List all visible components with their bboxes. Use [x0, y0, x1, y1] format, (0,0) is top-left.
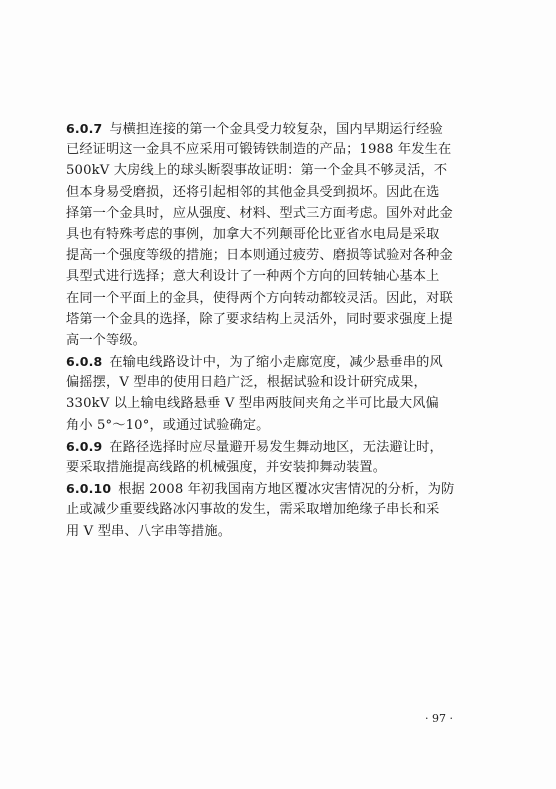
clause-number: 6.0.9: [66, 438, 103, 454]
clause-number: 6.0.10: [66, 481, 112, 497]
text-line: 6.0.9 在路径选择时应尽量避开易发生舞动地区，无法避让时，: [66, 438, 443, 455]
text-line: 提高一个强度等级的措施；日本则通过疲劳、磨损等试验对各种金: [66, 248, 453, 264]
text-line: 塔第一个金具的选择，除了要求结构上灵活外，同时要求强度上提: [66, 311, 453, 327]
text-line: 6.0.8 在输电线路设计中，为了缩小走廊宽度，减少悬垂串的风: [66, 354, 443, 371]
page-number: · 97 ·: [425, 712, 453, 725]
clause-number: 6.0.8: [66, 354, 103, 370]
body-text: [66, 118, 466, 542]
text-line: 择第一个金具时，应从强度、材料、型式三方面考虑。国外对此金: [66, 205, 453, 221]
text-line: 但本身易受磨损，还将引起相邻的其他金具受到损坏。因此在选: [66, 184, 440, 200]
text-line: 要采取措施提高线路的机械强度，并安装抑舞动装置。: [66, 460, 387, 475]
text-line: 具型式进行选择；意大利设计了一种两个方向的回转轴心基本上: [66, 269, 440, 285]
text-line: 330kV 以上输电线路悬垂 V 型串两肢间夹角之半可比最大风偏: [66, 396, 439, 412]
clause-6-0-9: [66, 436, 466, 478]
text-line: 已经证明这一金具不应采用可锻铸铁制造的产品；1988 年发生在: [66, 142, 452, 158]
clause-6-0-8: [66, 351, 466, 436]
text-line: 6.0.10 根据 2008 年初我国南方地区覆冰灾害情况的分析，为防: [66, 481, 455, 498]
text-line: 偏摇摆，V 型串的使用日趋广泛，根据试验和设计研究成果，: [66, 375, 427, 391]
text-line: 用 V 型串、八字串等措施。: [66, 523, 232, 539]
text-line: 6.0.7 与横担连接的第一个金具受力较复杂，国内早期运行经验: [66, 121, 443, 137]
text-line: 角小 5°～10°，或通过试验确定。: [66, 417, 270, 433]
text-line: 高一个等级。: [66, 332, 147, 348]
text-line: 在同一个平面上的金具，使得两个方向转动都较灵活。因此，对联: [66, 290, 453, 306]
text-line: 具也有特殊考虑的事例，加拿大不列颠哥伦比亚省水电局是采取: [66, 226, 440, 242]
text-line: 500kV 大房线上的球头断裂事故证明：第一个金具不够灵活，不: [66, 163, 448, 179]
clause-6-0-10: [66, 478, 466, 542]
text-line: 止或减少重要线路冰闪事故的发生，需采取增加绝缘子串长和采: [66, 502, 440, 518]
clause-6-0-7: [66, 118, 466, 351]
clause-number: 6.0.7: [66, 121, 103, 136]
